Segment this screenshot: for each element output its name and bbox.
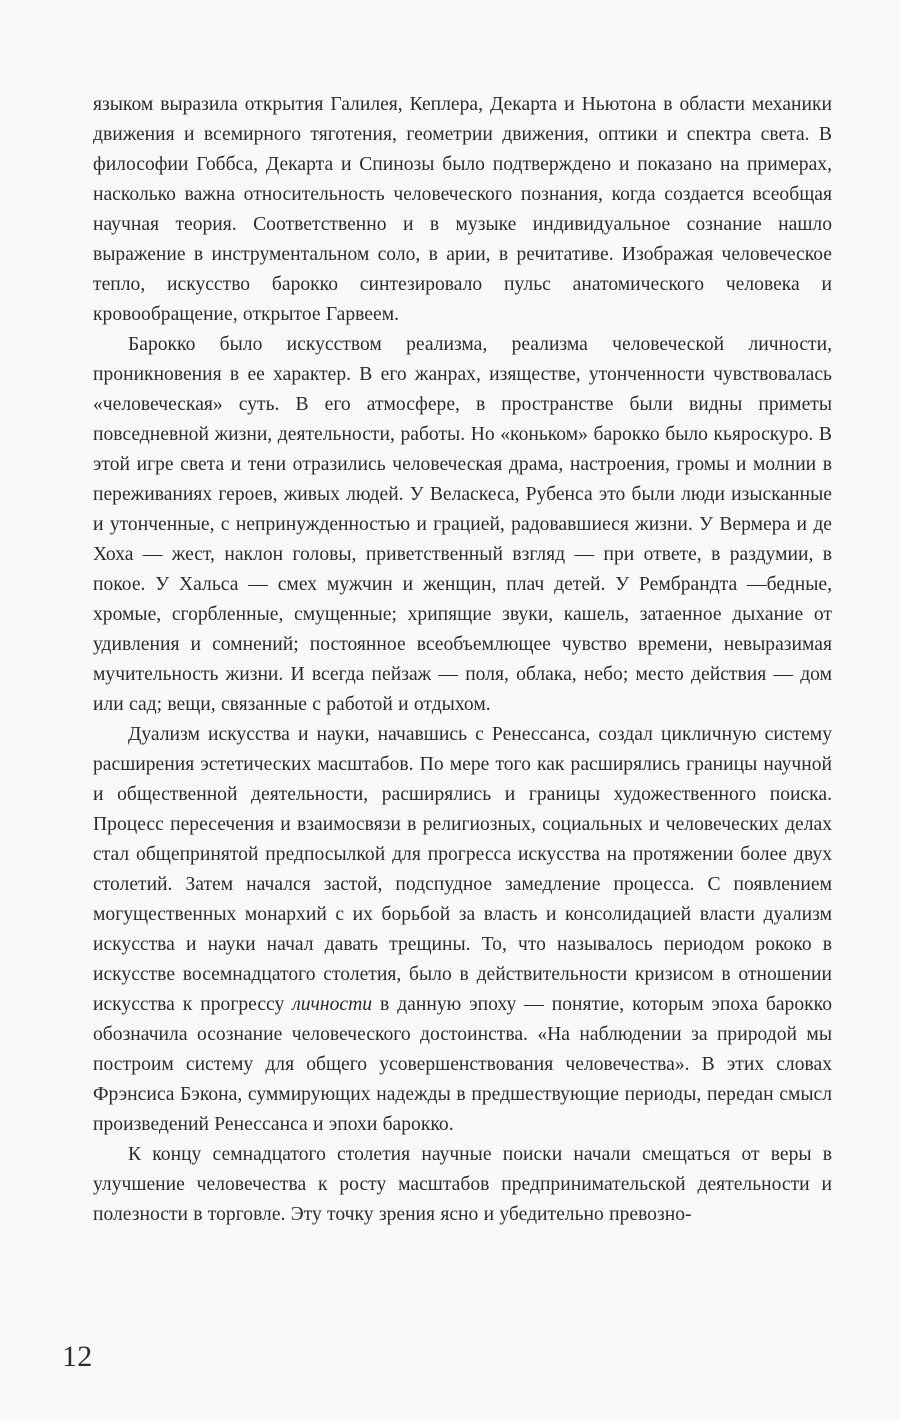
paragraph-1 bbox=[93, 90, 832, 330]
page-number: 12 bbox=[62, 1340, 93, 1373]
body-text-block bbox=[93, 90, 832, 1230]
paragraph-text-run: в данную эпоху — понятие, которым эпоха барокко обозначила осознание человеческого достоинства. «На наблюдении за природой мы построим систему для общего усовершенствования человечества». В этих словах Фрэнсиса Бэкона, суммирующих надежды в предшествующие периоды, передан смысл произведений Ренессанса и эпохи барокко. bbox=[93, 994, 832, 1135]
emphasized-text: личности bbox=[292, 994, 373, 1015]
paragraph-4 bbox=[93, 1140, 832, 1230]
paragraph-2 bbox=[93, 330, 832, 720]
paragraph-text-run: Барокко было искусством реализма, реализма человеческой личности, проникновения в ее характер. В его жанрах, изяществе, утонченности чувствовалась «человеческая» суть. В его атмосфере, в пространстве были видны приметы повседневной жизни, деятельности, работы. Но «коньком» барокко было кьяроскуро. В этой игре света и тени отразились человеческая драма, настроения, громы и молнии в переживаниях героев, живых людей. У Веласкеса, Рубенса это были люди изысканные и утонченные, с непринужденностью и грацией, радовавшиеся жизни. У Вермера и де Хоха — жест, наклон головы, приветственный взгляд — при ответе, в раздумии, в покое. У Хальса — смех мужчин и женщин, плач детей. У Рембрандта —бедные, хромые, сгорбленные, смущенные; хрипящие звуки, кашель, затаенное дыхание от удивления и сомнений; постоянное всеобъемлющее чувство времени, невыразимая мучительность жизни. И всегда пейзаж — поля, облака, небо; место действия — дом или сад; вещи, связанные с работой и отдыхом. bbox=[93, 334, 832, 715]
paragraph-text-run: К концу семнадцатого столетия научные поиски начали смещаться от веры в улучшение человечества к росту масштабов предпринимательской деятельности и полезности в торговле. Эту точку зрения ясно и убедительно превозно- bbox=[93, 1144, 832, 1225]
paragraph-text-run: Дуализм искусства и науки, начавшись с Ренессанса, создал цикличную систему расширения эстетических масштабов. По мере того как расширялись границы научной и общественной деятельности, расширялись и границы художественного поиска. Процесс пересечения и взаимосвязи в религиозных, социальных и человеческих делах стал общепринятой предпосылкой для прогресса искусства на протяжении более двух столетий. Затем начался застой, подспудное замедление процесса. С появлением могущественных монархий с их борьбой за власть и консолидацией власти дуализм искусства и науки начал давать трещины. То, что называлось периодом рококо в искусстве восемнадцатого столетия, было в действительности кризисом в отношении искусства к прогрессу bbox=[93, 724, 832, 1015]
paragraph-3 bbox=[93, 720, 832, 1140]
paragraph-text-run: языком выразила открытия Галилея, Кеплера, Декарта и Ньютона в области механики движения и всемирного тяготения, геометрии движения, оптики и спектра света. В философии Гоббса, Декарта и Спинозы было подтверждено и показано на примерах, насколько важна относительность человеческого познания, когда создается всеобщая научная теория. Соответственно и в музыке индивидуальное сознание нашло выражение в инструментальном соло, в арии, в речитативе. Изображая человеческое тепло, искусство барокко синтезировало пульс анатомического человека и кровообращение, открытое Гарвеем. bbox=[93, 94, 832, 325]
